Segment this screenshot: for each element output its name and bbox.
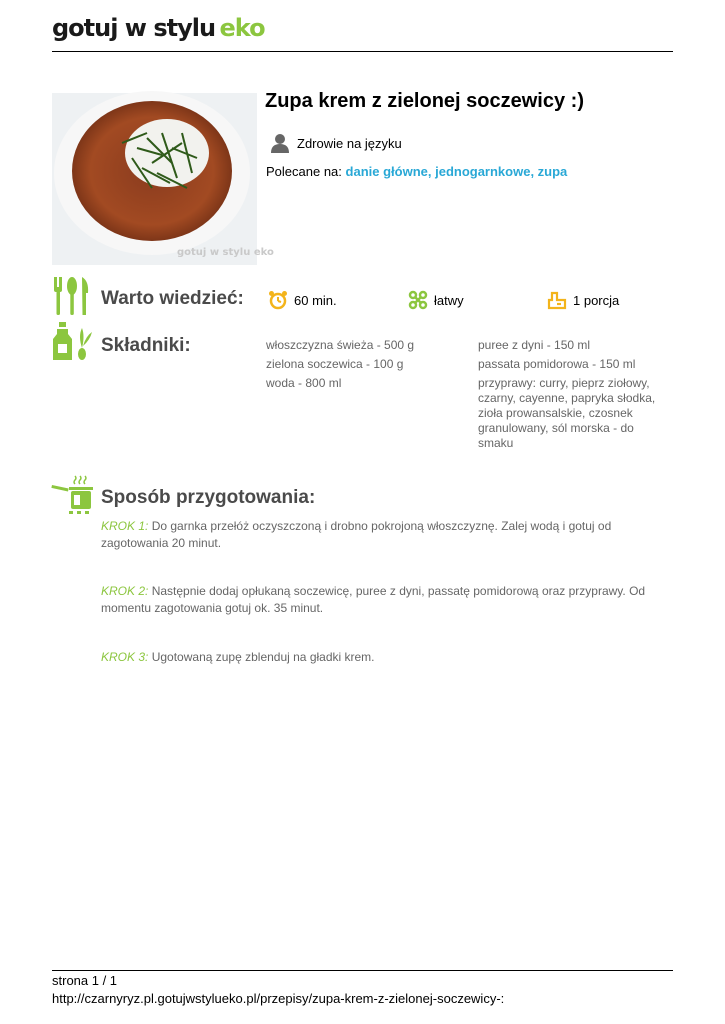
footer-divider [52,970,673,971]
step-label: KROK 3: [101,650,149,664]
step-text: Następnie dodaj opłukaną soczewicę, puree z dyni, passatę pomidorową oraz przyprawy. Od momentu zagotowania gotuj ok. 35 minut. [101,584,646,615]
difficulty-info [408,290,464,310]
ingredient-item-spices: przyprawy: curry, pieprz ziołowy, czarny, cayenne, papryka słodka, zioła prowansalskie, czosnek granulowany, sól morska - do smaku [478,376,656,450]
ingredient-item: woda - 800 ml [266,376,342,390]
step-label: KROK 1: [101,519,149,533]
time-info [268,290,337,310]
cutlery-icon [52,277,92,315]
recommended-line [266,164,567,179]
author-line[interactable] [270,133,402,153]
page-url[interactable]: http://czarnyryz.pl.gotujwstylueko.pl/przepisy/zupa-krem-z-zielonej-soczewicy-: [52,991,505,1006]
portions-value: 1 porcja [573,292,620,308]
page-number: strona 1 / 1 [52,973,118,988]
recommended-links[interactable]: danie główne, jednogarnkowe, zupa [345,164,568,179]
ingredient-item: passata pomidorowa - 150 ml [478,357,636,371]
header-divider [52,51,673,52]
recipe-photo [52,93,274,265]
step-label: KROK 2: [101,584,149,598]
photo-watermark: gotuj w stylu eko [177,247,274,258]
step-3 [101,649,676,666]
ingredients-section-title: Składniki: [101,335,191,356]
logo-text-accent: eko [219,14,265,42]
difficulty-icon [408,290,428,310]
bottle-herb-icon [52,322,94,362]
step-1 [101,518,676,552]
author-name[interactable]: Zdrowie na języku [297,135,402,151]
info-section-title: Warto wiedzieć: [101,288,244,309]
ingredient-item: zielona soczewica - 100 g [266,357,404,371]
cooking-pot-icon [52,474,96,516]
ingredient-item: puree z dyni - 150 ml [478,338,591,352]
site-logo[interactable] [52,14,265,48]
recipe-title: Zupa krem z zielonej soczewicy :) [265,90,584,112]
time-value: 60 min. [294,292,337,308]
recommended-label: Polecane na: [266,164,342,179]
user-avatar-icon [270,133,290,153]
step-text: Do garnka przełóż oczyszczoną i drobno pokrojoną włoszczyznę. Zalej wodą i gotuj od zagotowania 20 minut. [101,519,612,550]
portions-info [547,290,619,310]
logo-text-main: gotuj w stylu [52,14,216,42]
preparation-section-title: Sposób przygotowania: [101,487,316,508]
ingredients-column-2 [478,336,678,451]
ingredients-column-1 [266,336,466,393]
alarm-clock-icon [268,290,288,310]
portion-icon [547,290,567,310]
difficulty-value: łatwy [434,292,464,308]
ingredient-item: włoszczyzna świeża - 500 g [266,338,415,352]
step-text: Ugotowaną zupę zblenduj na gładki krem. [151,650,375,664]
step-2 [101,583,676,617]
